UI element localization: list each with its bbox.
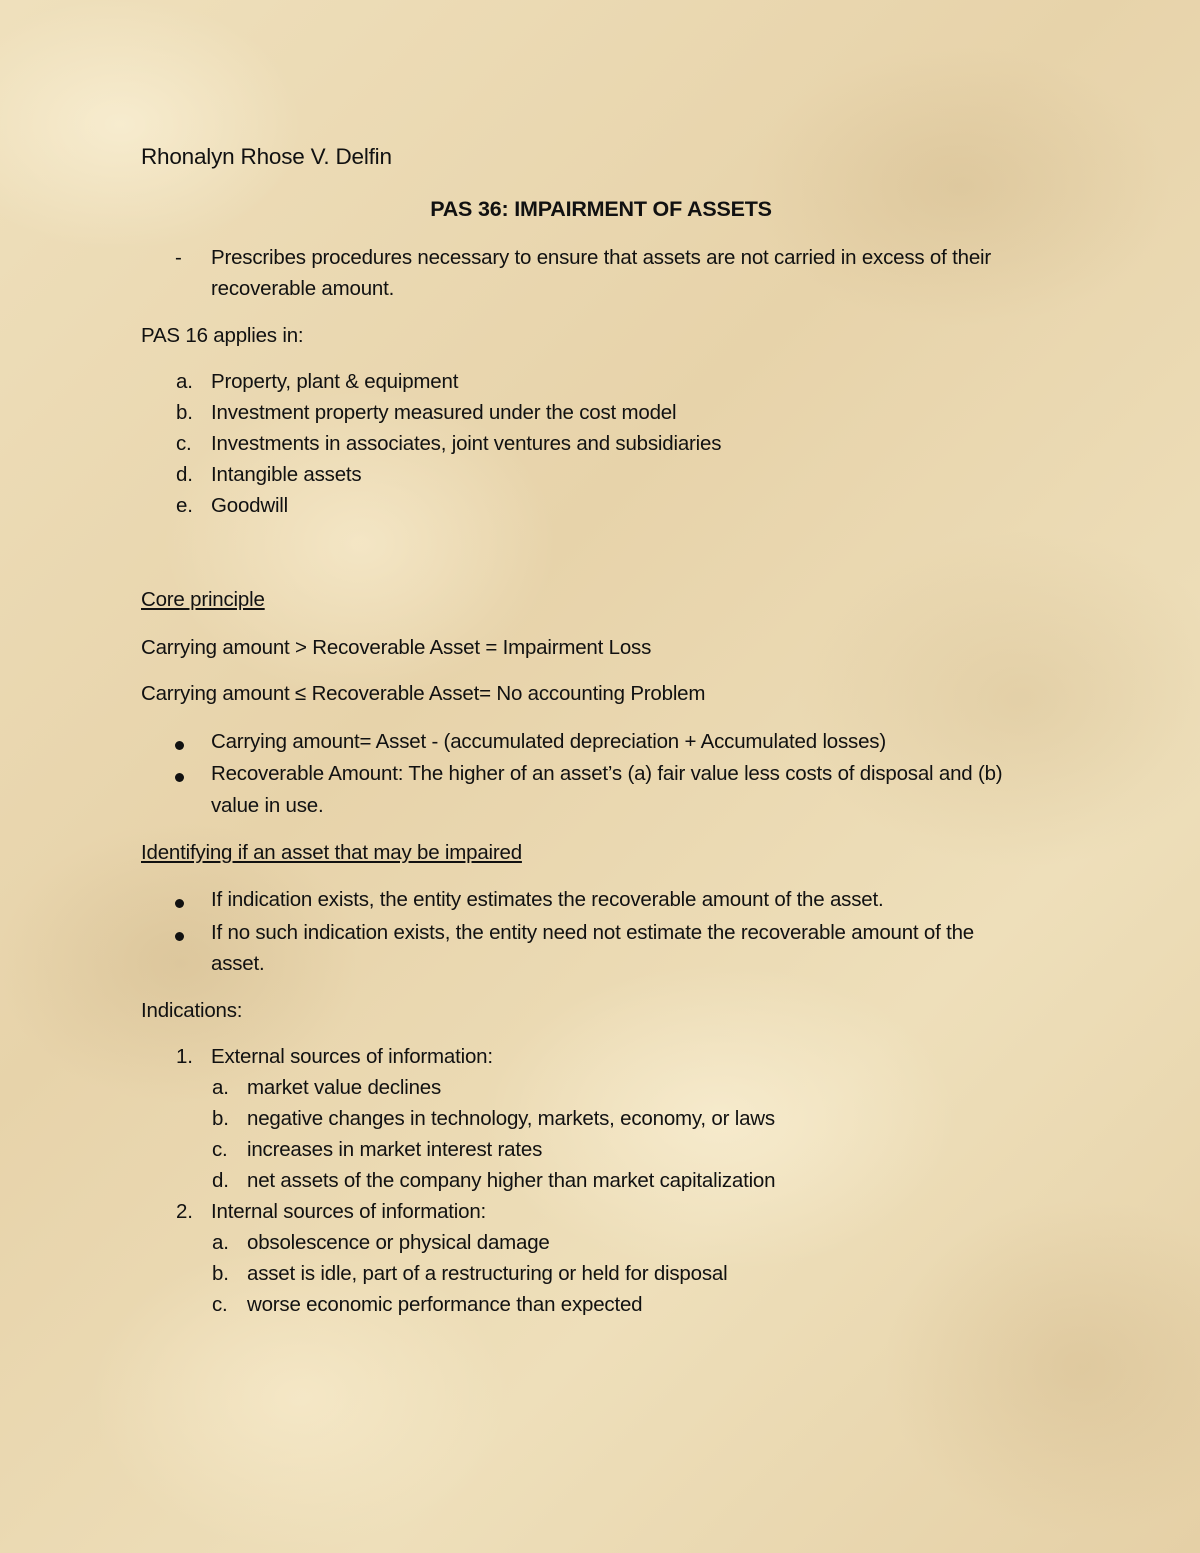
list-item-text: obsolescence or physical damage <box>247 1231 550 1254</box>
applies-heading: PAS 16 applies in: <box>141 324 304 347</box>
bullet-icon <box>175 899 184 908</box>
bullet-text: If no such indication exists, the entity need not estimate the recoverable amount of the <box>211 921 975 944</box>
bullet-text: If indication exists, the entity estimates the recoverable amount of the asset. <box>211 888 884 911</box>
bullet-text-continued: asset. <box>211 952 265 975</box>
list-item-text: worse economic performance than expected <box>247 1293 643 1316</box>
list-marker: c. <box>176 432 192 455</box>
dash-marker: - <box>175 246 182 269</box>
list-item-text: negative changes in technology, markets, economy, or laws <box>247 1107 775 1130</box>
bullet-text-continued: value in use. <box>211 794 324 817</box>
group-marker: 1. <box>176 1045 193 1068</box>
core-equation-1: Carrying amount > Recoverable Asset = Impairment Loss <box>141 636 652 659</box>
list-marker: b. <box>212 1262 229 1285</box>
identifying-heading: Identifying if an asset that may be impaired <box>141 841 522 864</box>
list-item-text: asset is idle, part of a restructuring or held for disposal <box>247 1262 728 1285</box>
list-marker: a. <box>212 1231 229 1254</box>
list-marker: c. <box>212 1138 228 1161</box>
bullet-icon <box>175 773 184 782</box>
core-equation-2: Carrying amount ≤ Recoverable Asset= No accounting Problem <box>141 682 706 705</box>
group-marker: 2. <box>176 1200 193 1223</box>
list-item-text: Investments in associates, joint ventures and subsidiaries <box>211 432 722 455</box>
list-marker: d. <box>212 1169 229 1192</box>
list-marker: a. <box>176 370 193 393</box>
list-item-text: increases in market interest rates <box>247 1138 543 1161</box>
indications-heading: Indications: <box>141 999 243 1022</box>
intro-line-1: Prescribes procedures necessary to ensure that assets are not carried in excess of their <box>211 246 992 269</box>
bullet-icon <box>175 932 184 941</box>
list-marker: c. <box>212 1293 228 1316</box>
core-principle-heading: Core principle <box>141 588 265 611</box>
list-item-text: Property, plant & equipment <box>211 370 459 393</box>
bullet-text: Carrying amount= Asset - (accumulated depreciation + Accumulated losses) <box>211 730 886 753</box>
list-item-text: market value declines <box>247 1076 442 1099</box>
document-title: PAS 36: IMPAIRMENT OF ASSETS <box>430 197 772 221</box>
intro-line-2: recoverable amount. <box>211 277 395 300</box>
list-item-text: Investment property measured under the cost model <box>211 401 677 424</box>
group-title: External sources of information: <box>211 1045 493 1068</box>
list-marker: b. <box>212 1107 229 1130</box>
list-item-text: Intangible assets <box>211 463 362 486</box>
author-name: Rhonalyn Rhose V. Delfin <box>141 144 392 169</box>
list-marker: e. <box>176 494 193 517</box>
list-item-text: Goodwill <box>211 494 289 517</box>
bullet-icon <box>175 741 184 750</box>
group-title: Internal sources of information: <box>211 1200 487 1223</box>
bullet-text: Recoverable Amount: The higher of an asset’s (a) fair value less costs of disposal and (b) <box>211 762 1003 785</box>
list-item-text: net assets of the company higher than market capitalization <box>247 1169 776 1192</box>
list-marker: a. <box>212 1076 229 1099</box>
list-marker: b. <box>176 401 193 424</box>
list-marker: d. <box>176 463 193 486</box>
